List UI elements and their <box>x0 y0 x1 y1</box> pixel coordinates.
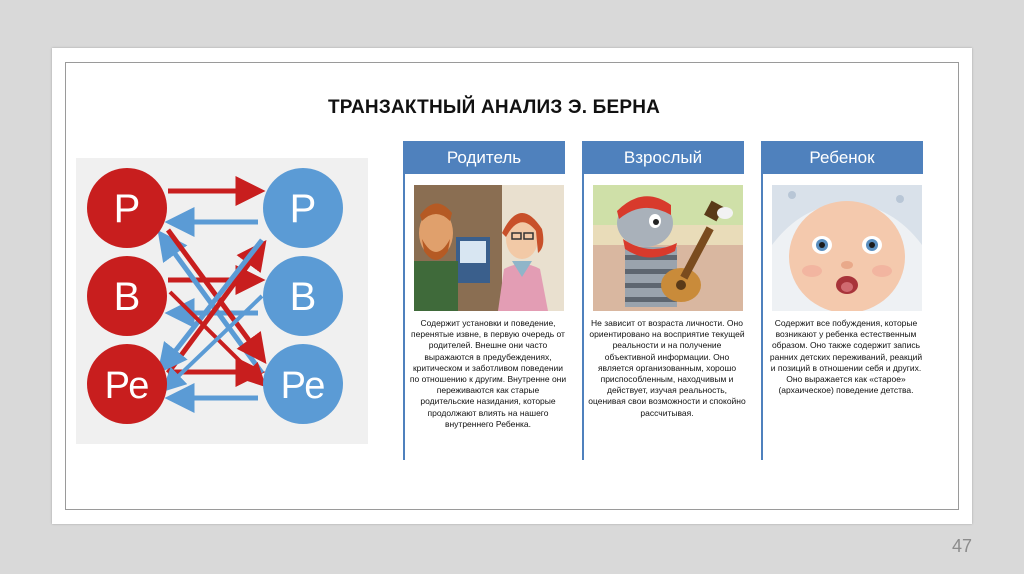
label-right-child: Ре <box>280 365 326 407</box>
transaction-diagram <box>76 158 368 444</box>
slide-title: ТРАНЗАКТНЫЙ АНАЛИЗ Э. БЕРНА <box>328 97 661 118</box>
transaction-diagram-svg <box>76 158 368 444</box>
column-body-parent <box>403 174 565 460</box>
label-right-adult: В <box>289 275 317 319</box>
column-header-child: Ребенок <box>761 141 923 174</box>
column-text-child: Содержит все побуждения, которые возникают у ребенка естественным образом. Оно также содержит запись ранних детских переживаний, реакций и позиций в отношении себя и других. Оно выражается как «старое» (архаическое) поведение детства. <box>769 318 923 396</box>
column-header-parent: Родитель <box>403 141 565 174</box>
label-left-adult: В <box>113 275 141 319</box>
column-body-adult <box>582 174 744 460</box>
column-adult <box>582 141 744 460</box>
parents-cartoon-image <box>414 185 564 311</box>
column-child <box>761 141 923 460</box>
page-number: 47 <box>951 536 972 556</box>
label-left-child: Ре <box>104 365 150 407</box>
cat-guitar-cartoon-image <box>593 185 743 311</box>
column-parent <box>403 141 565 460</box>
column-body-child <box>761 174 923 460</box>
label-right-parent: Р <box>289 187 317 231</box>
column-header-adult: Взрослый <box>582 141 744 174</box>
label-left-parent: Р <box>113 187 141 231</box>
slide <box>52 48 972 524</box>
column-text-parent: Содержит установки и поведение, перенятые извне, в первую очередь от родителей. Внешне они часто выражаются в предубеждениях, критическом и заботливом поведении по отношению к другим. Внутренне они переживаются как старые родительские назидания, которые продолжают влиять на нашего внутреннего Ребенка. <box>409 318 567 429</box>
column-text-adult: Не зависит от возраста личности. Оно ориентировано на восприятие текущей реальности и на получение объективной информации. Оно является организованным, хорошо приспособленным, находчивым и действует, изучая реальность, оценивая свои возможности и спокойно рассчитывая. <box>588 318 746 418</box>
baby-photo-image <box>772 185 922 311</box>
